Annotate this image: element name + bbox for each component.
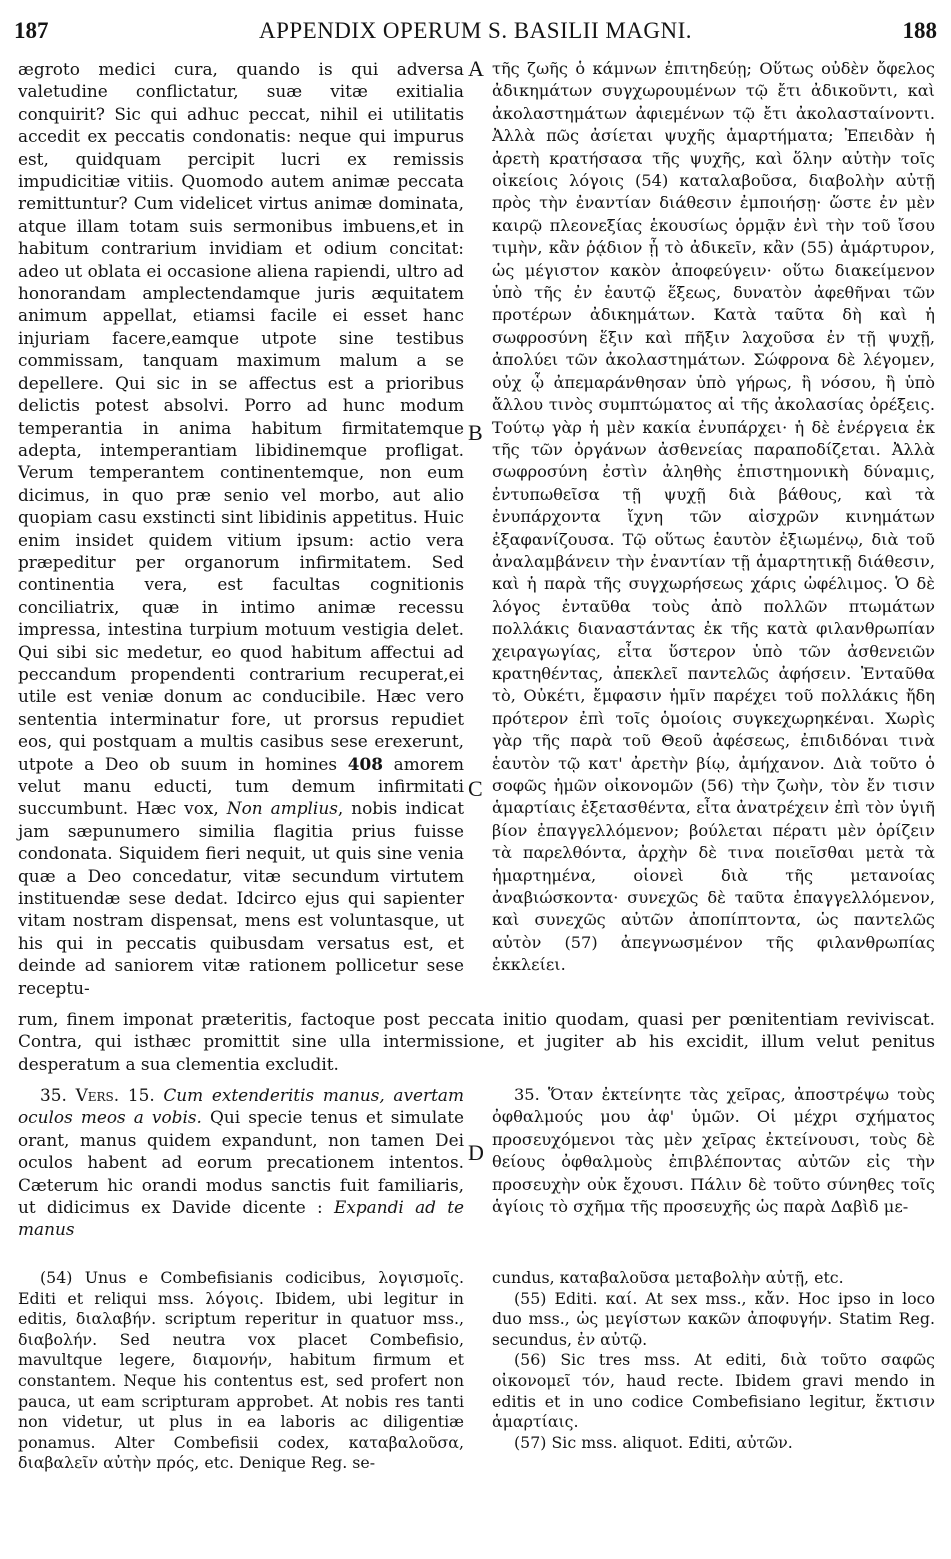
right-page-number: 188: [902, 18, 937, 43]
left-page-number: 187: [14, 18, 49, 43]
greek-column: [492, 58, 935, 977]
footnotes-right: [492, 1268, 935, 1453]
margin-page-number: 408: [347, 753, 383, 774]
latin-paragraph: [18, 58, 464, 999]
footnote-57: (57) Sic mss. aliquot. Editi, αὐτῶν.: [514, 1432, 793, 1452]
greek-paragraph: τῆς ζωῆς ὁ κάμνων ἐπιτηδεύῃ; Οὕτως οὐδὲν ὄφελος ἀδικημάτων συγχωρουμένων τῷ ἔτι ἀδικοῦντι, καὶ ἀκολαστημάτων ἀφιεμένων τῷ ἔτι ἀκολασταίνοντι. Ἀλλὰ πῶς ἀσίεται ψυχῆς ἁμαρτήματα; Ἐπειδὰν ἡ ἀρετὴ κρατήσασα τῆς ψυχῆς, καὶ ὅλην αὐτὴν τοῖς οἰκείοις λόγοις (54) καταλαβοῦσα, διαβολὴν αὐτῇ πρὸς τὴν ἐναντίαν διάθεσιν ἐμποιήσῃ· ὥστε ἐν μὲν καιρῷ πλεονεξίας ἑκουσίως ὁρμᾷν ἐνὶ τὴν τοῦ ἴσου τιμὴν, κἂν ῥᾴδιον ᾖ τὸ ἀδικεῖν, κἂν (55) ἀμάρτυρον, ὡς μέγιστον κακὸν ἀποφεύγειν· οὕτω διακείμενον ὑπὸ τῆς ἐν ἑαυτῷ ἕξεως, δυνατὸν ἀφεθῆναι τῶν προτέρων ἀδικημάτων. Κατὰ ταῦτα δὴ καὶ ἡ σωφροσύνη ἕξιν καὶ πῆξιν λαχοῦσα ἐν τῇ ψυχῇ, ἀπολύει τῶν ἀκολαστημάτων. Σώφρονα δὲ λέγομεν, οὐχ ᾧ ἀπεμαράνθησαν ὑπὸ γήρως, ἢ νόσου, ἢ ὑπὸ ἄλλου τινὸς συμπτώματος αἱ τῆς ἀκολασίας ὀρέξεις. Τούτῳ γὰρ ἡ μὲν κακία ἐνυπάρχει· ἡ δὲ ἐνέργεια ἐκ τῆς τῶν ὀργάνων ἀσθενείας παραποδίζεται. Ἀλλὰ σωφροσύνη ἐστὶν ἀληθὴς ἐπιστημονικὴ δύναμις, ἐντυπωθεῖσα τῇ ψυχῇ διὰ βάθους, καὶ τὰ ἐνυπάρχοντα ἴχνη τῶν αἰσχρῶν κινημάτων ἐξαφανίζουσα. Τῷ οὕτως ἑαυτὸν ἐξιωμένῳ, διὰ τοῦ ἀναλαμβάνειν τὴν ἐναντίαν τῇ ἁμαρτητικῇ διάθεσιν, καὶ ἡ παρὰ τῆς συγχωρήσεως χάρις ὠφέλιμος. Ὁ δὲ λόγος ἐνταῦθα τοὺς ἀπὸ πολλῶν πτωμάτων πολλάκις διαναστάντας ἐκ τῆς κατὰ φιλανθρωπίαν χειραγωγίας, εἶτα ὕστερον ὑπὸ τῶν ἀσθενειῶν κρατηθέντας, ἀπεκλεῖ παντελῶς ἀφήσειν. Ἐνταῦθα τὸ, Οὐκέτι, ἔμφασιν ἡμῖν παρέχει τοῦ πολλάκις ἤδη πρότερον ἐπὶ τοῖς ὁμοίοις συγκεχωρηκέναι. Χωρὶς γὰρ τῆς παρὰ τοῦ Θεοῦ ἀφέσεως, ἐπιδιδόναι τινὰ ἑαυτὸν τῷ κατ' ἀρετὴν βίῳ, ἀμήχανον. Διὰ τοῦτο ὁ σοφῶς ἡμῶν οἰκονομῶν (56) τὴν ζωὴν, τὸν ἔν τισιν ἁμαρτίαις ἐξετασθέντα, εἶτα ἀνατρέχειν ἐπὶ τὸν ὑγιῆ βίον ἐπαγγελλόμενον; βούλεται πέρατι μὲν ὁρίζειν τὰ παρελθόντα, ἀρχὴν δὲ τινα ποιεῖσθαι μετὰ τὰ ἡμαρτημένα, οἱονεὶ διὰ τῆς μετανοίας ἀναβιώσκοντα· συνεχῶς δὲ ταῦτα ἐπαγγελλόμενον, καὶ συνεχῶς αὐτῶν ἀποπίπτοντα, ὡς παντελῶς αὐτὸν (57) ἀπεγνωσμένον τῆς φιλανθρωπίας ἐκκλείει.: [492, 59, 935, 975]
footnote-55: (55) Editi. καί. At sex mss., κἄν. Hoc ipso in loco duo mss., ὡς μεγίστων κακῶν ἀποφυγήν. Statim Reg. secundus, ἐν αὐτῷ.: [492, 1288, 935, 1349]
latin-column: [18, 58, 464, 999]
latin-35-quotation-end: Expandi ad te manus: [18, 1197, 464, 1240]
latin-35-text: Qui specie tenus et simulate orant, manus quidem expandunt, non tamen Dei oculos habent ad eorum precationem intentos. Cæterum hic orandi modus sanctis fuit familiaris, ut didicimus ex Davide dicente :: [18, 1107, 464, 1218]
margin-marker-a: A: [468, 56, 484, 81]
footnote-56: (56) Sic tres mss. At editi, διὰ τοῦτο σαφῶς οἰκονομεῖ τόν, haud recte. Ibidem gravi mendo in editis et in uno codice Combefisiano legitur, ἔκτισιν ἁμαρτίαις.: [492, 1350, 935, 1432]
footnotes-left: [18, 1268, 464, 1474]
running-title: APPENDIX OPERUM S. BASILII MAGNI.: [258, 18, 693, 43]
greek-35-paragraph: 35. Ὅταν ἐκτείνητε τὰς χεῖρας, ἀποστρέψω τοὺς ὀφθαλμούς μου ἀφ' ὑμῶν. Οἱ μέχρι σχήματος προσευχόμενοι τὰς μὲν χεῖρας ἐκτείνουσι, τοὺς δὲ θείους ὀφθαλμοὺς ἐπιβλέποντας αὐτῶν εἰς τὴν προσευχὴν οὐκ ἔχουσι. Πάλιν δὲ τοῦτο σύνηθες τοῖς ἁγίοις τὸ σχῆμα τῆς προσευχῆς ὡς παρὰ Δαβὶδ με-: [492, 1085, 935, 1217]
running-header: [14, 10, 937, 50]
latin-text: ægroto medici cura, quando is qui adversa valetudine conflictatur, suæ vitæ exitialia conquirit? Sic qui adhuc peccat, nihil ei utilitatis accedit ex peccatis condonatis: neque qui impurus est, quidquam percipit lucri ex remissis impudicitiæ vitiis. Quomodo autem animæ peccata remittuntur? Cum videlicet virtus animæ dominata, atque illam totam suis sermonibus imbuens,et in habitum contrarium invidiam et odium concitat: adeo ut oblata ei occasione aliena rapiendi, ultro ad honorandam amplectendamque juris æquitatem animum appellat, etiamsi facile ei esset hanc injuriam facere,eamque utpote sine testibus commissam, tanquam maximum malum a se depellere. Qui sic in se affectus est a prioribus delictis potest absolvi. Porro ad hunc modum temperantia in anima habitum firmitatemque adepta, intemperantiam libidinemque profligat. Verum temperantem continentemque, non eum dicimus, in quo præ senio vel morbo, aut alio quopiam casu exstincti sint libidinis appetitus. Huic enim insidet quidem vitium ipsum: actio vera præpeditur per organorum infirmitatem. Sed continentia vera, est facultas cognitionis conciliatrix, quæ in intimo animæ recessu impressa, intestina turpium motuum vestigia delet. Qui sibi sic medetur, eo quod habitum affectui ad peccandum propendenti contrarium recuperat,ei utile est veniæ donum ac conducibile. Hæc vero sententia interminatur fore, ut prorsus repudiet eos, qui postquam a multis casibus sese erexerunt, utpote a Deo ob suum in homines: [18, 59, 464, 774]
verse-reference: Vers. 15.: [75, 1085, 155, 1105]
margin-marker-c: C: [468, 776, 483, 801]
footnote-54-continued: cundus, καταβαλοῦσα μεταβολὴν αὐτῇ, etc.: [492, 1268, 844, 1287]
latin-text-continued: amorem velut manu educti, tum demum infirmitati succumbunt. Hæc vox,: [18, 753, 464, 819]
latin-section-35: [18, 1084, 464, 1241]
footnote-54: (54) Unus e Combefisianis codicibus, λογισμοῖς. Editi et reliqui mss. λόγοις. Ibidem, ubi legitur in editis, διαλαβήν. scriptum reperitur in quatuor mss., διαβολήν. Sed neutra vox placet Combefisio, mavultque legere, διαμονήν, habitum firmum et constantem. Neque his contentus est, sed profert non pauca, ut eam scripturam approbet. At nobis res tanti non videtur, ut plus in ea laboris ac diligentiæ ponamus. Alter Combefisii codex, καταβαλοῦσα, διαβαλεῖν αὐτὴν πρός, etc. Denique Reg. se-: [18, 1268, 464, 1473]
latin-text-tail: , nobis indicat jam sæpunumero similia flagitia prius fuisse condonata. Siquidem fieri nequit, ut quis sine venia quæ a Deo concedatur, vitæ secundum virtutem instituendæ sese dedat. Idcirco ejus qui sapienter vitam nostram dispensat, mens est voluntasque, ut his qui in peccatis quibusdam versatus est, et deinde ad saniorem vitæ rationem pollicetur sese receptu-: [18, 798, 465, 998]
greek-section-35: [492, 1084, 935, 1218]
full-width-text: rum, finem imponat præteritis, factoque post peccata initio quodam, quasi per pœnitentiam reviviscat. Contra, qui isthæc promittit sine ulla intermissione, et jugiter ab his excidit, illum velut penitus desperatum a sua clementia excludit.: [18, 1009, 935, 1074]
margin-marker-b: B: [468, 420, 483, 445]
latin-35-paragraph: [18, 1084, 464, 1241]
full-width-continuation: [18, 1008, 935, 1075]
section-number: 35.: [40, 1085, 67, 1105]
verse-quotation: Cum extenderitis manus, avertam oculos meos a vobis.: [18, 1085, 464, 1128]
latin-italic-phrase: Non amplius: [226, 798, 338, 819]
margin-marker-d: D: [468, 1140, 484, 1165]
